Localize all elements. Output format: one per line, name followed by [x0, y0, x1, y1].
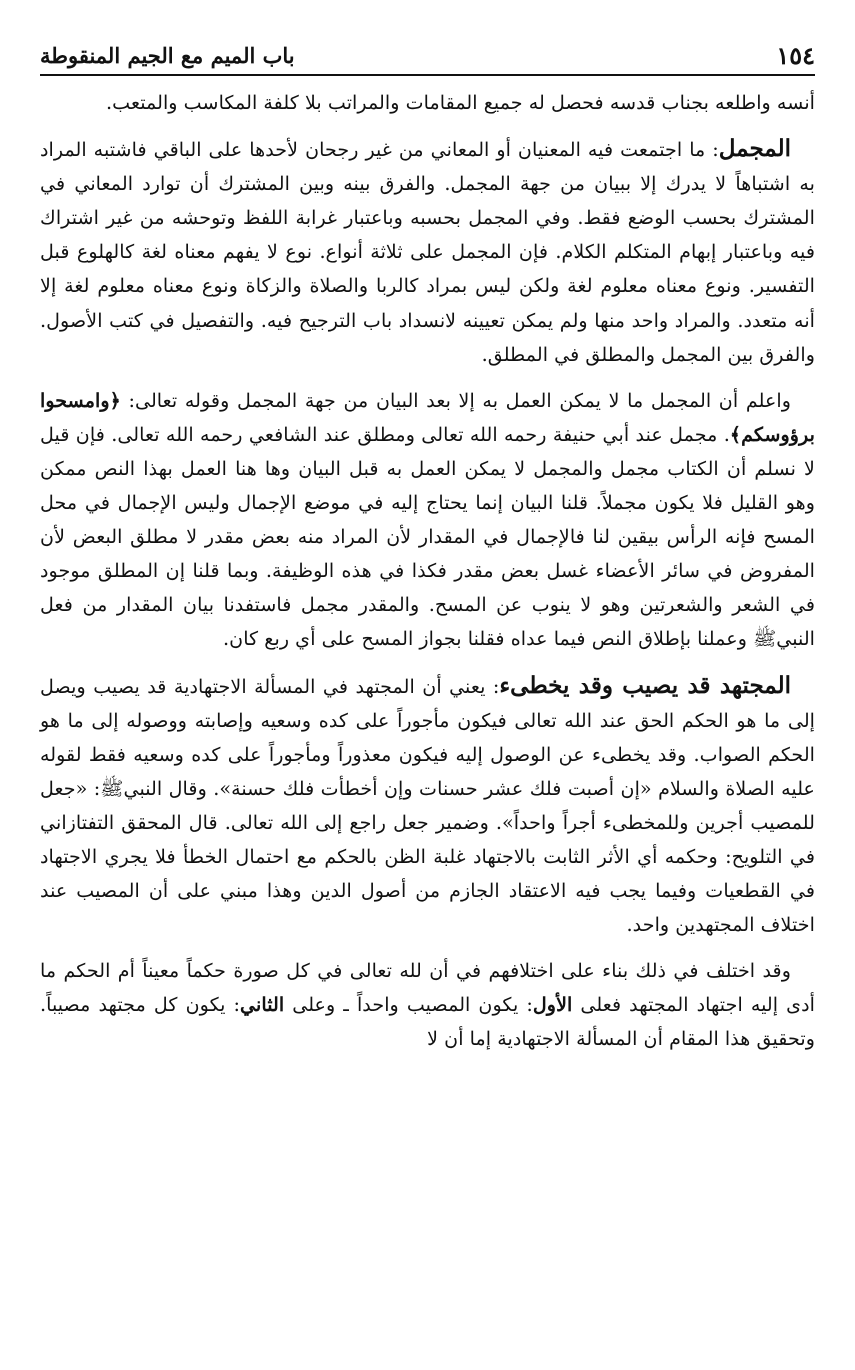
page-number: ١٥٤	[776, 41, 815, 70]
term-heading: المجتهد قد يصيب وقد يخطىء	[499, 671, 791, 699]
paragraph-mujmal	[40, 132, 815, 372]
paragraph-text: : يكون المصيب واحداً ـ وعلى	[284, 993, 533, 1017]
paragraph-3	[40, 384, 815, 657]
bold-term-first: الأول	[532, 993, 573, 1017]
paragraph-text: : يكون كل مجتهد مصيباً. وتحقيق هذا المقام أن المسألة الاجتهادية إما أن لا	[40, 993, 815, 1051]
paragraph-text: وقد اختلف في ذلك بناء على اختلافهم في أن لله تعالى في كل صورة حكماً معيناً أم الحكم ما أدى إليه اجتهاد المجتهد فعلى	[40, 959, 816, 1017]
paragraph-text: واعلم أن المجمل ما لا يمكن العمل به إلا بعد البيان من جهة المجمل وقوله تعالى:	[120, 388, 791, 412]
paragraph-mujtahid	[40, 669, 815, 943]
bold-term-second: الثاني	[240, 993, 285, 1017]
paragraph-text: : يعني أن المجتهد في المسألة الاجتهادية قد يصيب ويصل إلى ما هو الحكم الحق عند الله تعالى فيكون مأجوراً على كده وسعيه وإصابته ووصوله إلى ما هو الحكم الصواب. وقد يخطىء عن الوصول إليه فيكون معذوراً ومأجوراً على كده وسعيه فقط لقوله عليه الصلاة والسلام «إن أصبت فلك عشر حسنات وإن أخطأت فلك حسنة». وقال النبيﷺ: «جعل للمصيب أجرين وللمخطىء أجراً واحداً». وضمير جعل راجع إلى الله تعالى. قال المحقق التفتازاني في التلويح: وحكمه أي الأثر الثابت بالاجتهاد غلبة الظن بالحكم مع احتمال الخطأ فلا يجري الاجتهاد في القطعيات وفيما يجب فيه الاعتقاد الجازم من أصول الدين وهذا مبني على أن المصيب عند اختلاف المجتهدين واحد.	[40, 674, 815, 937]
term-heading: المجمل	[718, 135, 791, 163]
page-header	[40, 30, 815, 76]
paragraph-1	[40, 86, 815, 120]
chapter-title: باب الميم مع الجيم المنقوطة	[40, 43, 295, 68]
paragraph-text: : ما اجتمعت فيه المعنيان أو المعاني من غير رجحان لأحدها على الباقي فاشتبه المراد به اشتباهاً لا يدرك إلا ببيان من جهة المجمل. والفرق بينه وبين المشترك أن توارد المعاني في المشترك بحسب الوضع فقط. وفي المجمل بحسبه وباعتبار غرابة اللفظ وتوحشه من غير اشتراك فيه وباعتبار إبهام المتكلم الكلام. فإن المجمل على ثلاثة أنواع. نوع لا يفهم معناه لغة كالهلوع قبل التفسير. ونوع معناه معلوم لغة ولكن ليس بمراد كالربا والصلاة والزكاة ونوع معناه معلوم لغة إلا أنه متعدد. والمراد واحد منها ولم يمكن تعيينه لانسداد باب الترجيح فيه. والتفصيل في كتب الأصول. والفرق بين المجمل والمطلق في المطلق.	[40, 138, 815, 366]
quran-quote: ﴿وامسحوا برؤوسكم﴾	[40, 388, 815, 446]
paragraph-text: . مجمل عند أبي حنيفة رحمه الله تعالى ومطلق عند الشافعي رحمه الله تعالى. فإن قيل لا نسلم أن الكتاب مجمل والمجمل لا يمكن العمل به قبل البيان وها هنا العمل بهذا النص ممكن وهو القليل فلا يكون مجملاً. قلنا البيان إنما يحتاج إليه في موضع الإجمال وليس الإجمال في محل المسح فإنه الرأس بيقين لنا فالإجمال في المقدار لأن المراد منه بعض مقدر لا مطلق البعض لأن المفروض في سائر الأعضاء غسل بعض مقدر فكذا في هذه الوظيفة. وبما قلنا إن المطلق موجود في الشعر والشعرتين وهو لا ينوب عن المسح. والمقدر مجمل فاستفدنا بيان المقدار من فعل النبيﷺ وعملنا بإطلاق النص فيما عداه فقلنا بجواز المسح على أي ربع كان.	[40, 422, 815, 651]
paragraph-5	[40, 954, 815, 1056]
paragraph-text: أنسه واطلعه بجناب قدسه فحصل له جميع المقامات والمراتب بلا كلفة المكاسب والمتعب.	[106, 91, 815, 114]
page-body	[40, 86, 815, 1057]
